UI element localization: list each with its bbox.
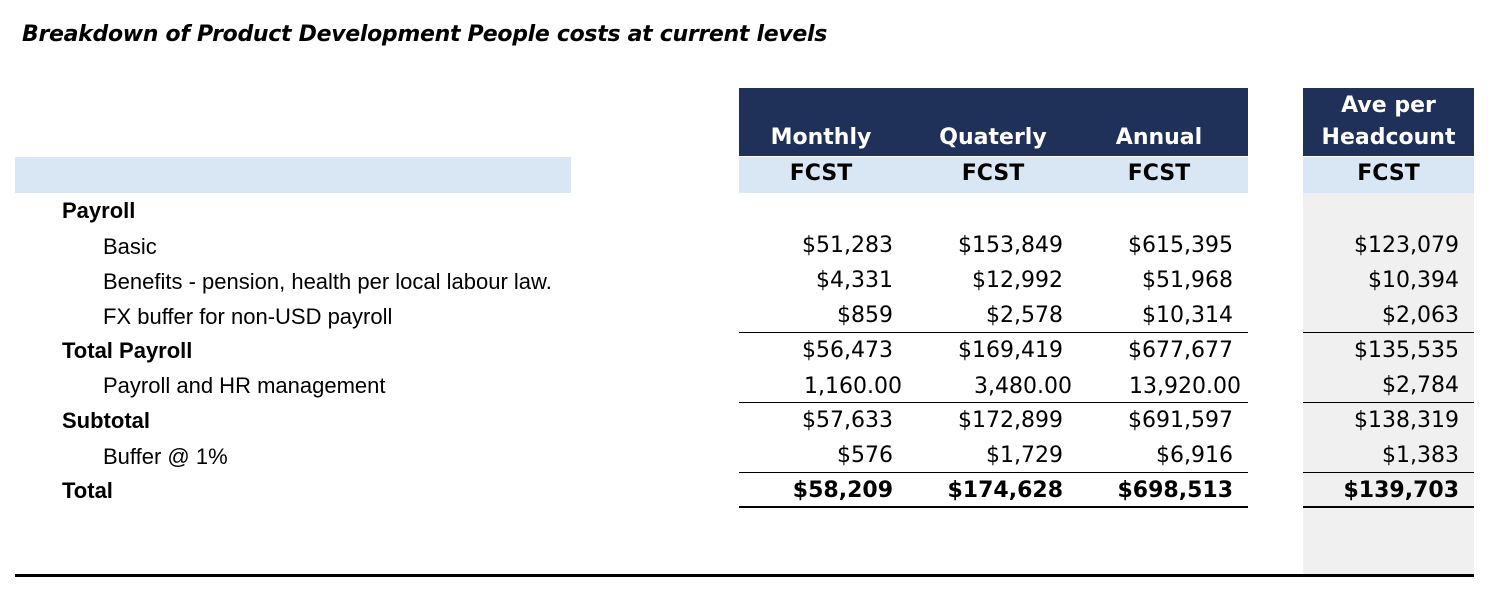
row-label: Payroll <box>62 198 136 223</box>
cell-quarterly: $12,992 <box>972 268 1063 293</box>
row-label: Buffer @ 1% <box>103 444 228 469</box>
row-label: Payroll and HR management <box>103 373 386 398</box>
col-header-quarterly: Quaterly <box>939 125 1047 150</box>
subtotal-rule <box>739 332 1248 333</box>
cell-annual: $691,597 <box>1128 408 1233 433</box>
cell-quarterly: 3,480.00 <box>974 374 1072 399</box>
subheader-monthly: FCST <box>789 161 853 186</box>
cell-annual: 13,920.00 <box>1129 374 1241 399</box>
cell-avg: $135,535 <box>1354 338 1459 363</box>
cell-monthly: $57,633 <box>802 408 893 433</box>
row-label: Subtotal <box>62 408 150 433</box>
cell-annual: $10,314 <box>1142 303 1233 328</box>
cell-annual: $677,677 <box>1128 338 1233 363</box>
subtotal-rule <box>739 402 1248 403</box>
grand-total-rule-avg <box>1303 506 1474 508</box>
row-label: Total Payroll <box>62 338 193 363</box>
cell-avg: $139,703 <box>1343 478 1459 503</box>
cell-quarterly: $153,849 <box>958 233 1063 258</box>
col-header-monthly: Monthly <box>770 125 872 150</box>
cell-quarterly: $2,578 <box>986 303 1063 328</box>
row-label: Benefits - pension, health per local labour law. <box>103 269 552 294</box>
subheader-quarterly: FCST <box>961 161 1025 186</box>
total-rule <box>739 472 1248 473</box>
cell-annual: $6,916 <box>1156 443 1233 468</box>
cell-avg: $2,063 <box>1382 303 1459 328</box>
cell-quarterly: $174,628 <box>947 478 1063 503</box>
cell-annual: $615,395 <box>1128 233 1233 258</box>
cell-avg: $10,394 <box>1368 268 1459 293</box>
cell-monthly: $51,283 <box>802 233 893 258</box>
cell-quarterly: $1,729 <box>986 443 1063 468</box>
cell-monthly: 1,160.00 <box>804 374 902 399</box>
label-column-header-band <box>15 157 571 193</box>
cell-avg: $123,079 <box>1354 233 1459 258</box>
cell-annual: $698,513 <box>1117 478 1233 503</box>
col-header-avg-line2: Headcount <box>1321 125 1456 150</box>
row-label: Basic <box>103 234 157 259</box>
cell-avg: $138,319 <box>1354 408 1459 433</box>
subheader-annual: FCST <box>1127 161 1191 186</box>
cell-quarterly: $172,899 <box>958 408 1063 433</box>
total-rule-avg <box>1303 472 1474 473</box>
subheader-avg: FCST <box>1357 161 1420 186</box>
subtotal-rule-avg <box>1303 332 1474 333</box>
cell-monthly: $58,209 <box>792 478 893 503</box>
cell-avg: $2,784 <box>1382 373 1459 398</box>
grand-total-rule <box>739 506 1248 508</box>
page-title: Breakdown of Product Development People costs at current levels <box>22 22 828 47</box>
cell-quarterly: $169,419 <box>958 338 1063 363</box>
bottom-divider <box>15 574 1474 577</box>
cell-monthly: $859 <box>837 303 893 328</box>
col-header-annual: Annual <box>1115 125 1203 150</box>
cell-monthly: $56,473 <box>802 338 893 363</box>
row-label: Total <box>62 478 113 503</box>
cell-avg: $1,383 <box>1382 443 1459 468</box>
col-header-avg-line1: Ave per <box>1341 93 1436 118</box>
row-label: FX buffer for non-USD payroll <box>103 304 393 329</box>
subtotal-rule-avg <box>1303 402 1474 403</box>
cell-monthly: $4,331 <box>816 268 893 293</box>
cell-monthly: $576 <box>837 443 893 468</box>
cell-annual: $51,968 <box>1142 268 1233 293</box>
